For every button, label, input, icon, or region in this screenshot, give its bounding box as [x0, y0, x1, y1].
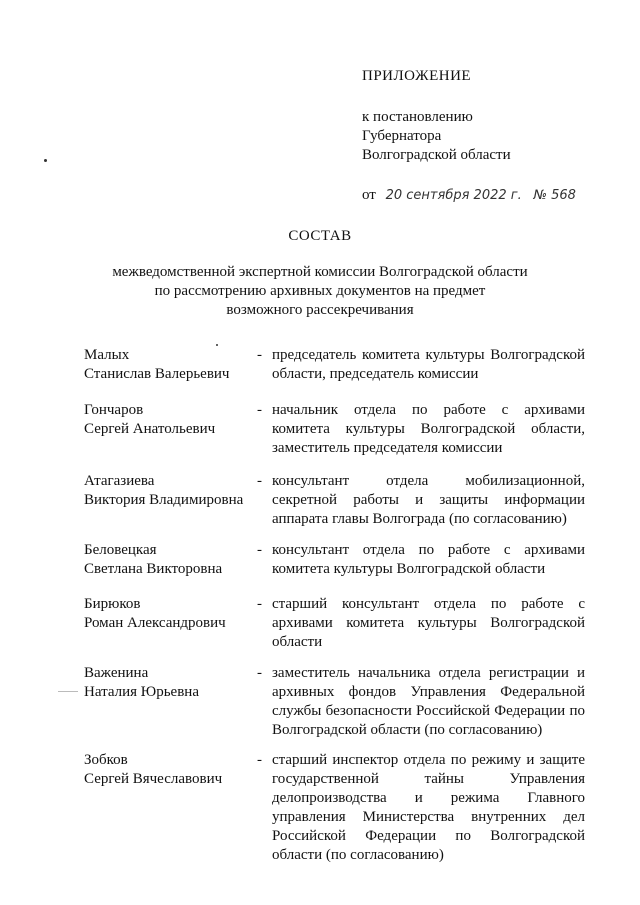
- subtitle-line: межведомственной экспертной комиссии Волгоградской области: [112, 264, 528, 280]
- member-name: [84, 751, 254, 789]
- member-name: [84, 541, 254, 579]
- member-given-name: Сергей Анатольевич: [84, 421, 216, 437]
- member-given-name: Сергей Вячеславович: [84, 771, 223, 787]
- member-name: [84, 595, 254, 633]
- member-name: [84, 472, 254, 510]
- member-role: старший инспектор отдела по режиму и защите государственной тайны Управления делопроизводства и режима Главного управления Министерства внутренних дел Российской Федерации по Волгоградской области (по согласованию): [272, 752, 585, 863]
- appendix-line: Волгоградской области: [362, 147, 511, 163]
- document-subtitle: [0, 263, 640, 320]
- scan-mark: [58, 691, 78, 692]
- member-dash: -: [257, 402, 262, 418]
- member-given-name: Виктория Владимировна: [84, 492, 244, 508]
- member-surname: Бирюков: [84, 596, 141, 612]
- member-dash: -: [257, 596, 262, 612]
- appendix-date-line: [362, 186, 622, 205]
- member-surname: Гончаров: [84, 402, 144, 418]
- member-dash: -: [257, 473, 262, 489]
- member-name: [84, 401, 254, 439]
- member-dash: -: [257, 752, 262, 768]
- member-surname: Беловецкая: [84, 542, 157, 558]
- member-role: заместитель начальника отдела регистрации и архивных фондов Управления Федеральной службы безопасности Российской Федерации по Волгоградской области (по согласованию): [272, 665, 585, 738]
- member-surname: Зобков: [84, 752, 128, 768]
- member-surname: Малых: [84, 347, 130, 363]
- appendix-line: к постановлению: [362, 109, 473, 125]
- member-given-name: Наталия Юрьевна: [84, 684, 199, 700]
- member-dash: -: [257, 665, 262, 681]
- member-given-name: Станислав Валерьевич: [84, 366, 230, 382]
- member-role: консультант отдела по работе с архивами комитета культуры Волгоградской области: [272, 542, 585, 577]
- appendix-block: [362, 67, 622, 205]
- member-role: начальник отдела по работе с архивами комитета культуры Волгоградской области, заместитель председателя комиссии: [272, 402, 585, 456]
- decree-number: № 568: [533, 188, 576, 203]
- scan-speck: [216, 344, 218, 346]
- member-given-name: Светлана Викторовна: [84, 561, 223, 577]
- date-value: 20 сентября 2022 г.: [385, 188, 522, 203]
- date-prefix: от: [362, 187, 376, 203]
- member-surname: Атагазиева: [84, 473, 155, 489]
- member-name: [84, 664, 254, 702]
- subtitle-line: возможного рассекречивания: [226, 302, 414, 318]
- appendix-line: Губернатора: [362, 128, 442, 144]
- appendix-title: ПРИЛОЖЕНИЕ: [362, 68, 472, 84]
- subtitle-line: по рассмотрению архивных документов на предмет: [154, 283, 486, 299]
- member-role: председатель комитета культуры Волгоградской области, председатель комиссии: [272, 347, 585, 382]
- member-surname: Важенина: [84, 665, 149, 681]
- scan-speck: [44, 159, 47, 162]
- member-dash: -: [257, 347, 262, 363]
- member-role: старший консультант отдела по работе с архивами комитета культуры Волгоградской области: [272, 596, 585, 650]
- member-given-name: Роман Александрович: [84, 615, 226, 631]
- member-name: [84, 346, 254, 384]
- member-role: консультант отдела мобилизационной, секретной работы и защиты информации аппарата главы Волгограда (по согласованию): [272, 473, 585, 527]
- document-heading: СОСТАВ: [288, 228, 352, 244]
- member-dash: -: [257, 542, 262, 558]
